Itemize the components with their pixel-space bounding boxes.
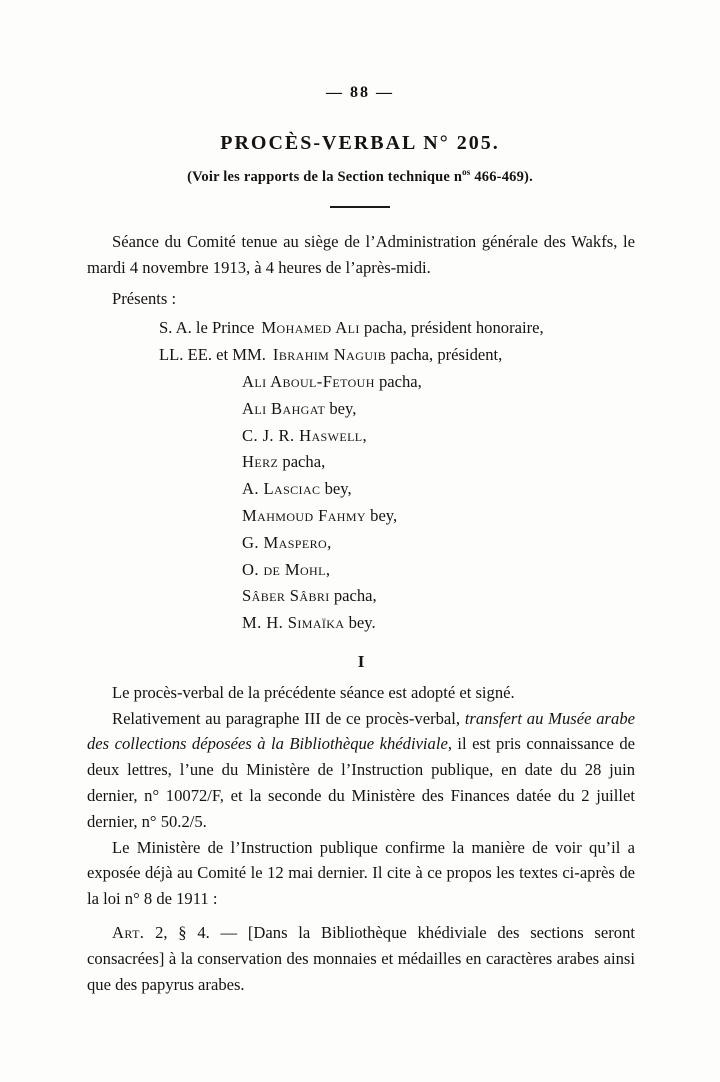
divider-rule (330, 206, 390, 208)
paragraph-article: Art. 2, § 4. — [Dans la Bibliothèque khédiviale des sections seront consacrées] à la conservation des monnaies et médailles en caractères arabes ainsi que des papyrus arabes. (87, 922, 635, 994)
attendee-name: C. J. R. Haswell (242, 425, 363, 445)
attendee-name: Mahmoud Fahmy (242, 505, 366, 525)
paragraph-ministere: Le Ministère de l’Instruction publique confirme la manière de voir qu’il a exposée déjà au Comité le 12 mai dernier. Il cite à ce propos les textes ci-après de la loi n° 8 de 1911 : (87, 837, 635, 909)
attendee-name: Ibrahim Naguib (272, 345, 387, 365)
attendee-name: O. de Mohl (242, 559, 326, 579)
attendee-suffix: pacha, (329, 586, 377, 606)
attendee-row (87, 610, 635, 637)
attendees-list (87, 315, 635, 637)
attendee-suffix: , (362, 425, 367, 445)
attendee-suffix: bey, (366, 505, 398, 525)
attendee-row (87, 369, 635, 396)
attendee-suffix: , (325, 559, 330, 579)
attendee-name: Ali Bahgat (242, 398, 326, 418)
attendee-row (87, 583, 635, 610)
attendee-row (87, 530, 635, 557)
attendee-name: G. Maspero (242, 532, 328, 552)
document-body (87, 229, 635, 997)
page-number: — 88 — (326, 84, 394, 101)
attendee-suffix: bey. (344, 613, 376, 633)
paragraph-adopted: Le procès-verbal de la précédente séance est adopté et signé. (112, 682, 515, 702)
attendee-suffix: pacha, (374, 371, 422, 391)
attendee-name: Herz (242, 452, 279, 472)
presents-label: Présents : (112, 288, 177, 308)
attendee-name: Ali Aboul-Fetouh (242, 371, 375, 391)
attendee-row (87, 503, 635, 530)
attendee-row (87, 342, 635, 369)
attendee-suffix: , (327, 532, 332, 552)
attendee-row (87, 315, 635, 342)
attendee-suffix: pacha, président, (386, 345, 503, 365)
document-subtitle: (Voir les rapports de la Section technique $n^{os}$ 466-469). (187, 167, 533, 185)
attendee-prefix: LL. EE. et MM. (159, 345, 266, 365)
attendee-suffix: bey, (320, 479, 352, 499)
attendee-row (87, 449, 635, 476)
attendee-name: Sâber Sâbri (242, 586, 330, 606)
attendee-name: A. Lasciac (242, 479, 321, 499)
seance-paragraph: Séance du Comité tenue au siège de l’Administration générale des Wakfs, le mardi 4 novembre 1913, à 4 heures de l’après-midi. (87, 232, 635, 277)
paragraph-transfert: Relativement au paragraphe III de ce procès-verbal, transfert au Musée arabe des collections déposées à la Bibliothèque khédiviale, il est pris connaissance de deux lettres, l’une du Ministère de l’Instruction publique, en date du 28 juin dernier, n° 10072/F, et la seconde du Ministère des Finances datée du 2 juillet dernier, n° 50.2/5. (87, 708, 635, 831)
attendee-suffix: pacha, (278, 452, 326, 472)
attendee-name: Mohamed Ali (261, 318, 360, 338)
attendee-row (87, 476, 635, 503)
attendee-row (87, 423, 635, 450)
attendee-name: M. H. Simaïka (242, 613, 345, 633)
section-heading: I (357, 651, 365, 671)
attendee-suffix: pacha, président honoraire, (359, 318, 544, 338)
attendee-prefix: S. A. le Prince (159, 318, 255, 338)
document-title: PROCÈS-VERBAL N° 205. (220, 132, 500, 154)
attendee-suffix: bey, (325, 398, 357, 418)
attendee-row (87, 396, 635, 423)
attendee-row (87, 557, 635, 584)
